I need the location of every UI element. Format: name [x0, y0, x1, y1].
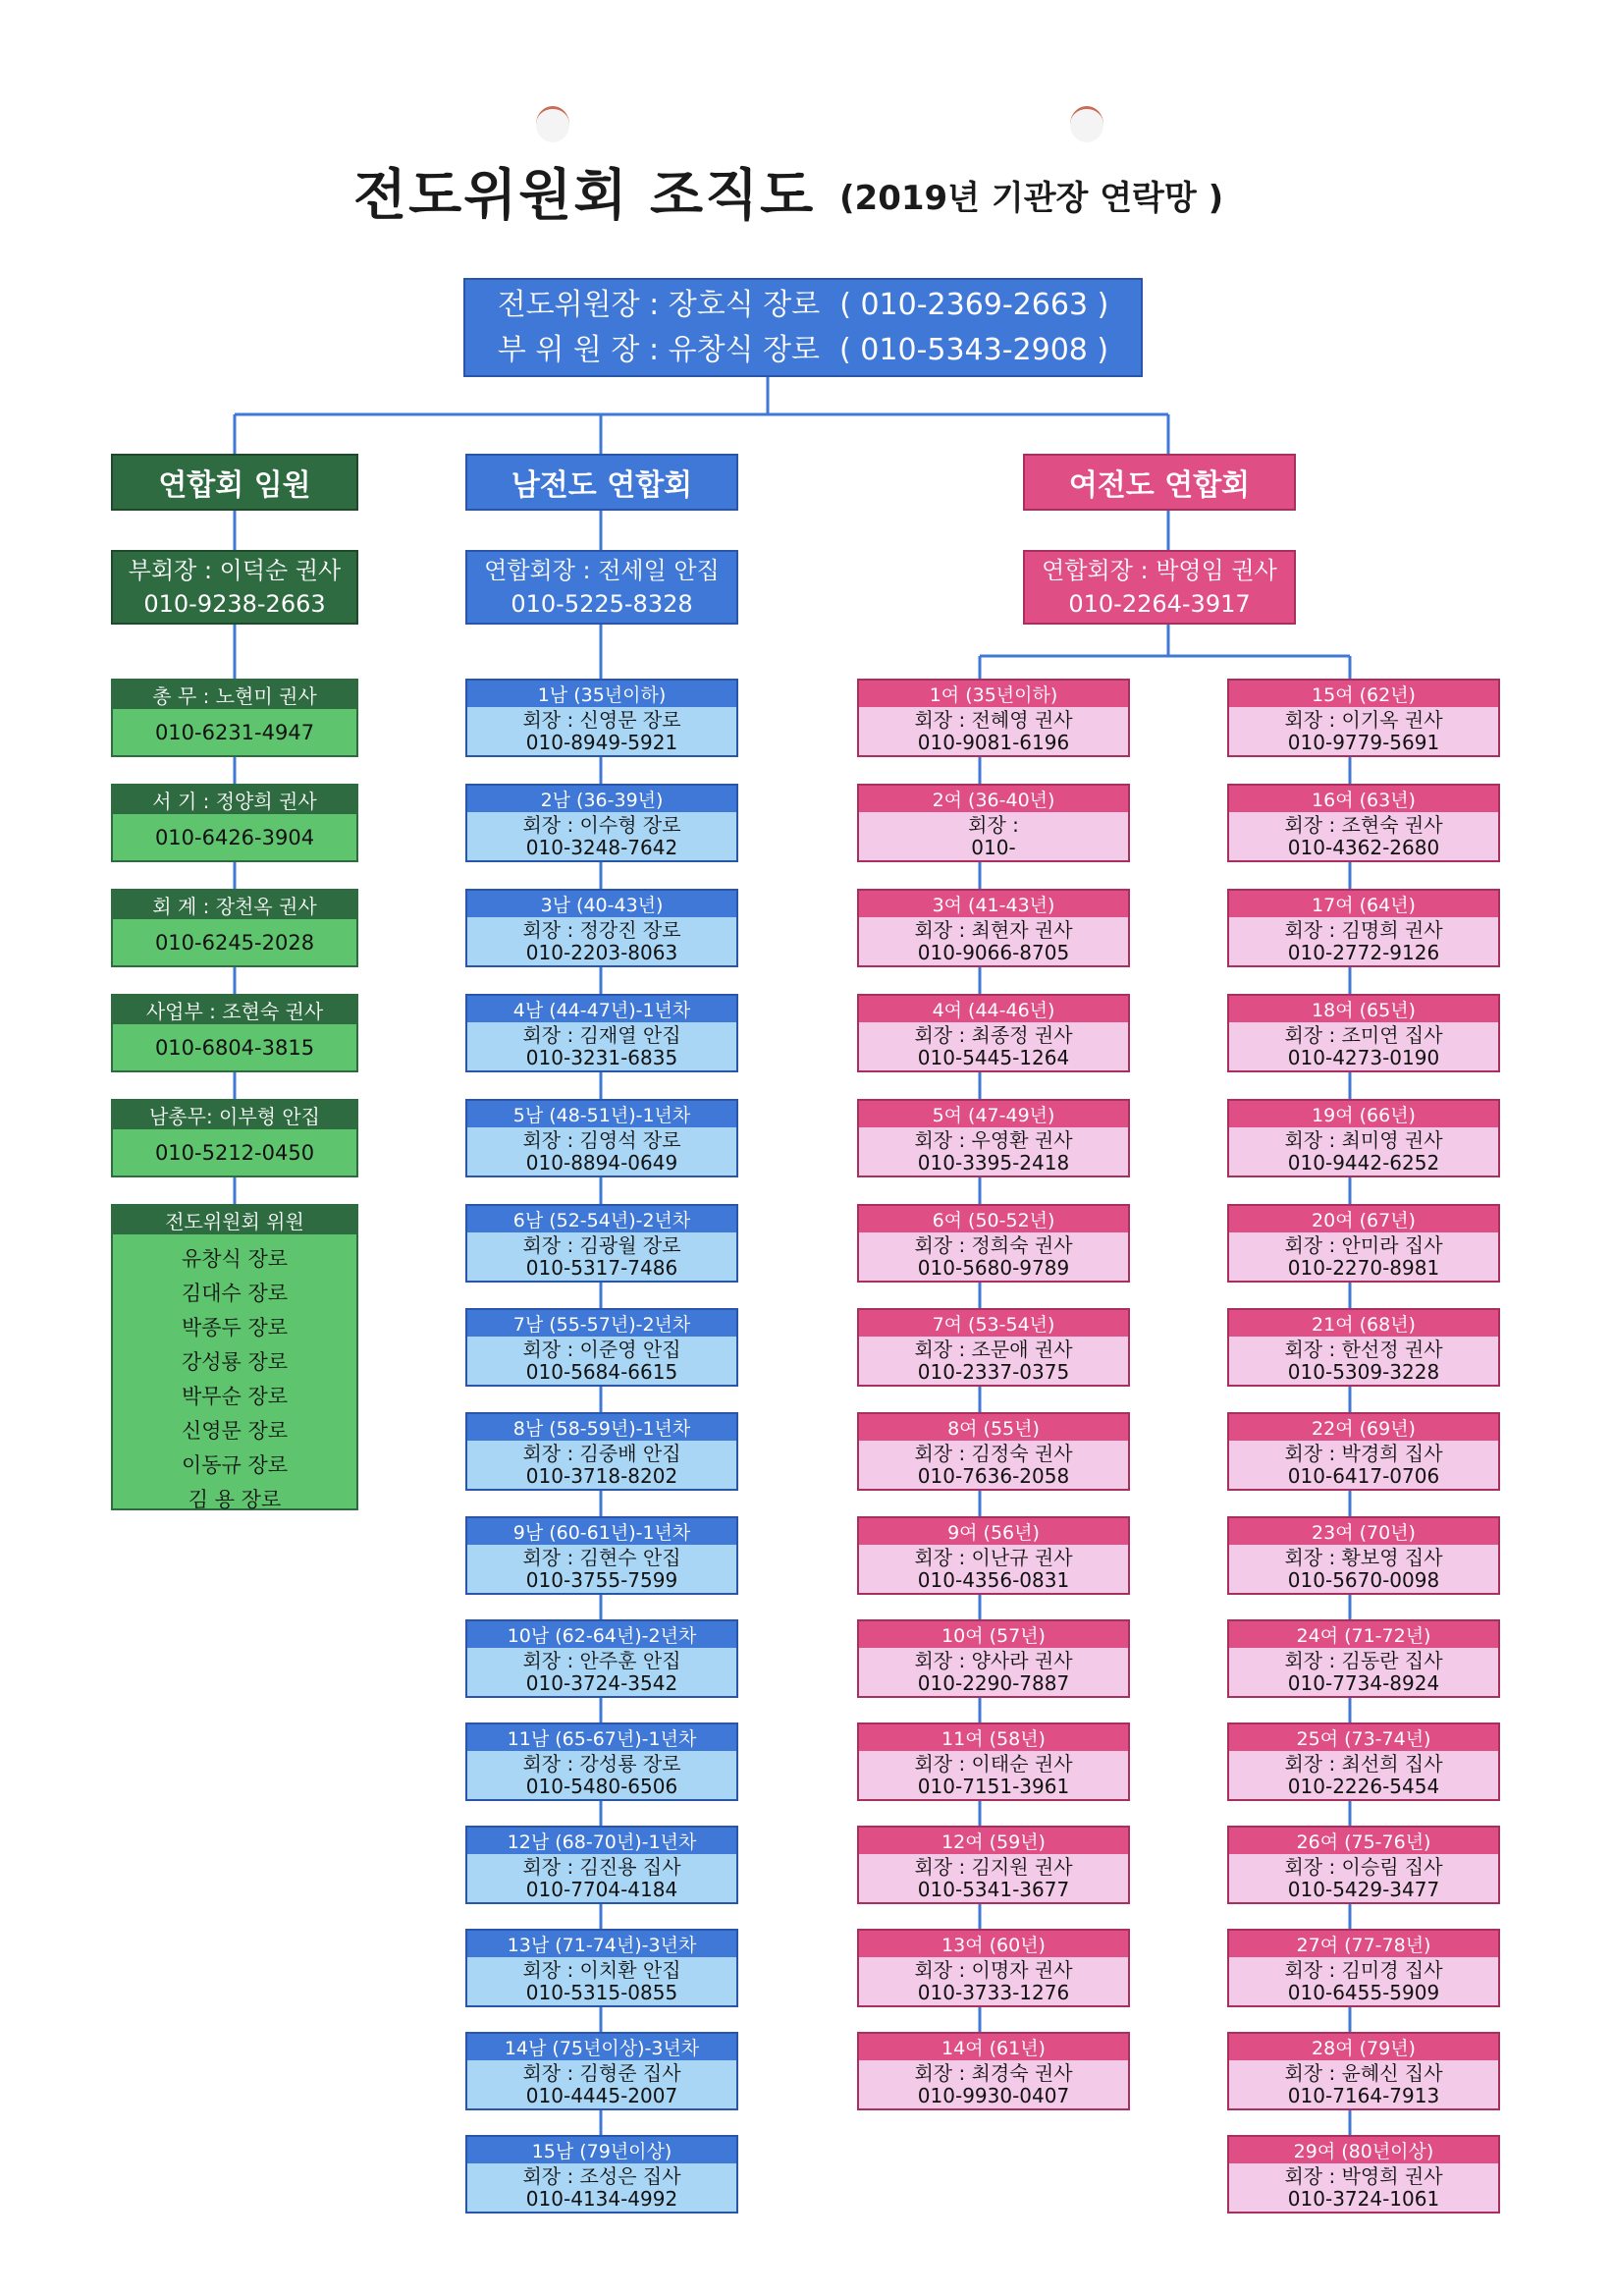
group-phone: 010-5309-3228 — [1287, 1359, 1440, 1384]
women-group-card — [1227, 994, 1500, 1072]
officer-box — [111, 1099, 358, 1177]
women-group-card — [857, 784, 1130, 862]
group-leader: 회장 : 이태순 권사 — [914, 1751, 1073, 1776]
officer-box — [111, 994, 358, 1072]
group-leader: 회장 : 김중배 안집 — [522, 1441, 681, 1465]
vice-chair-row — [498, 328, 1108, 373]
group-leader: 회장 : 김지원 권사 — [914, 1854, 1073, 1879]
page-subtitle: (2019년 기관장 연락망 ) — [839, 179, 1224, 218]
officer-role: 남총무: 이부형 안집 — [113, 1101, 356, 1129]
member-item: 강성룡 장로 — [181, 1349, 289, 1374]
group-phone: 010-4134-4992 — [525, 2186, 678, 2211]
group-phone: 010-3718-8202 — [525, 1463, 678, 1488]
men-lead-name: 연합회장 : 전세일 안집 — [484, 557, 720, 584]
group-body — [467, 2060, 736, 2108]
group-body — [467, 1232, 736, 1281]
group-body — [859, 812, 1128, 860]
group-body — [859, 707, 1128, 755]
group-body — [1229, 2060, 1498, 2108]
group-phone: 010-3231-6835 — [525, 1045, 678, 1069]
group-leader: 회장 : 정희숙 권사 — [914, 1232, 1073, 1257]
group-body — [1229, 1545, 1498, 1593]
officers-header: 연합회 임원 — [111, 454, 358, 511]
group-body — [859, 917, 1128, 965]
group-body — [467, 1022, 736, 1070]
group-leader: 회장 : 최현자 권사 — [914, 917, 1073, 942]
group-leader: 회장 : 우영환 권사 — [914, 1127, 1073, 1152]
group-leader: 회장 : 정강진 장로 — [522, 917, 681, 942]
women-group-card — [1227, 679, 1500, 757]
group-leader: 회장 : 김형준 집사 — [522, 2060, 681, 2085]
group-body — [467, 1751, 736, 1799]
group-leader: 회장 : 최종정 권사 — [914, 1022, 1073, 1047]
group-body — [1229, 1232, 1498, 1281]
group-leader: 회장 : 양사라 권사 — [914, 1648, 1073, 1672]
group-label: 14남 (75년이상)-3년차 — [467, 2034, 736, 2060]
group-leader: 회장 : 김동란 집사 — [1284, 1648, 1443, 1672]
group-body — [859, 1337, 1128, 1385]
group-label: 4여 (44-46년) — [859, 996, 1128, 1022]
women-group-card — [857, 2032, 1130, 2110]
group-phone: 010- — [971, 835, 1016, 859]
member-item: 이동규 장로 — [181, 1452, 289, 1477]
group-leader: 회장 : 최경숙 권사 — [914, 2060, 1073, 2085]
women-group-card — [857, 1516, 1130, 1595]
group-label: 9여 (56년) — [859, 1518, 1128, 1545]
group-label: 12여 (59년) — [859, 1828, 1128, 1854]
group-label: 25여 (73-74년) — [1229, 1724, 1498, 1751]
women-group-card — [1227, 2032, 1500, 2110]
group-label: 3남 (40-43년) — [467, 891, 736, 917]
group-label: 23여 (70년) — [1229, 1518, 1498, 1545]
women-lead-name: 연합회장 : 박영임 권사 — [1042, 557, 1277, 584]
men-group-card — [465, 994, 738, 1072]
group-phone: 010-9930-0407 — [917, 2083, 1070, 2107]
group-body — [1229, 812, 1498, 860]
group-label: 10남 (62-64년)-2년차 — [467, 1621, 736, 1648]
group-label: 13여 (60년) — [859, 1931, 1128, 1957]
group-body — [1229, 1127, 1498, 1175]
group-phone: 010-3395-2418 — [917, 1150, 1070, 1175]
officer-role: 총 무 : 노현미 권사 — [113, 681, 356, 709]
group-body — [859, 1441, 1128, 1489]
group-body — [859, 1545, 1128, 1593]
group-phone: 010-7151-3961 — [917, 1774, 1070, 1798]
group-leader: 회장 : 조미연 집사 — [1284, 1022, 1443, 1047]
group-leader: 회장 : 김미경 집사 — [1284, 1957, 1443, 1982]
group-leader: 회장 : 이난규 권사 — [914, 1545, 1073, 1569]
group-phone: 010-3248-7642 — [525, 835, 678, 859]
officer-phone: 010-6245-2028 — [154, 930, 315, 955]
group-phone: 010-5315-0855 — [525, 1980, 678, 2004]
officer-box — [111, 889, 358, 967]
group-leader: 회장 : 김명희 권사 — [1284, 917, 1443, 942]
group-body — [467, 1337, 736, 1385]
members-list — [113, 1234, 356, 1515]
women-group-card — [1227, 1826, 1500, 1904]
committee-members-box — [111, 1204, 358, 1510]
women-group-card — [857, 994, 1130, 1072]
group-body — [1229, 1751, 1498, 1799]
group-leader: 회장 : 김정숙 권사 — [914, 1441, 1073, 1465]
group-body — [467, 1854, 736, 1902]
group-leader: 회장 : 이수형 장로 — [522, 812, 681, 837]
group-label: 8남 (58-59년)-1년차 — [467, 1414, 736, 1441]
member-item: 김대수 장로 — [181, 1281, 289, 1305]
men-group-card — [465, 679, 738, 757]
group-leader: 회장 : 박영희 권사 — [1284, 2163, 1443, 2188]
group-label: 5남 (48-51년)-1년차 — [467, 1101, 736, 1127]
group-body — [467, 917, 736, 965]
group-body — [859, 2060, 1128, 2108]
group-label: 22여 (69년) — [1229, 1414, 1498, 1441]
group-phone: 010-6455-5909 — [1287, 1980, 1440, 2004]
men-group-card — [465, 1619, 738, 1698]
group-phone: 010-2203-8063 — [525, 940, 678, 964]
group-body — [1229, 1854, 1498, 1902]
women-group-card — [857, 1619, 1130, 1698]
group-leader: 회장 : 강성룡 장로 — [522, 1751, 681, 1776]
officer-phone: 010-6426-3904 — [154, 825, 315, 849]
committee-chair-box — [463, 278, 1143, 377]
group-leader: 회장 : 안미라 집사 — [1284, 1232, 1443, 1257]
group-leader: 회장 : 황보영 집사 — [1284, 1545, 1443, 1569]
group-phone: 010-9442-6252 — [1287, 1150, 1440, 1175]
group-phone: 010-2270-8981 — [1287, 1255, 1440, 1280]
group-leader: 회장 : 이기옥 권사 — [1284, 707, 1443, 732]
group-leader: 회장 : 조문애 권사 — [914, 1337, 1073, 1361]
group-label: 17여 (64년) — [1229, 891, 1498, 917]
group-phone: 010-5445-1264 — [917, 1045, 1070, 1069]
group-phone: 010-3733-1276 — [917, 1980, 1070, 2004]
group-leader: 회장 : — [968, 812, 1019, 837]
group-phone: 010-9779-5691 — [1287, 730, 1440, 754]
women-group-card — [857, 1722, 1130, 1801]
group-label: 2여 (36-40년) — [859, 786, 1128, 812]
group-phone: 010-9066-8705 — [917, 940, 1070, 964]
group-leader: 회장 : 한선정 권사 — [1284, 1337, 1443, 1361]
members-header: 전도위원회 위원 — [113, 1206, 356, 1234]
group-body — [1229, 1441, 1498, 1489]
group-phone: 010-2290-7887 — [917, 1670, 1070, 1695]
group-label: 7남 (55-57년)-2년차 — [467, 1310, 736, 1337]
men-group-card — [465, 1412, 738, 1491]
group-body — [467, 2163, 736, 2212]
group-label: 19여 (66년) — [1229, 1101, 1498, 1127]
officer-role: 서 기 : 정양희 권사 — [113, 786, 356, 814]
group-label: 24여 (71-72년) — [1229, 1621, 1498, 1648]
men-lead-phone: 010-5225-8328 — [511, 590, 693, 618]
group-leader: 회장 : 안주훈 안집 — [522, 1648, 681, 1672]
group-label: 29여 (80년이상) — [1229, 2137, 1498, 2163]
group-body — [467, 1127, 736, 1175]
officer-box — [111, 784, 358, 862]
group-label: 16여 (63년) — [1229, 786, 1498, 812]
group-label: 10여 (57년) — [859, 1621, 1128, 1648]
group-label: 4남 (44-47년)-1년차 — [467, 996, 736, 1022]
group-label: 18여 (65년) — [1229, 996, 1498, 1022]
group-label: 14여 (61년) — [859, 2034, 1128, 2060]
chair-phone: ( 010-2369-2663 ) — [839, 287, 1109, 322]
women-group-card — [857, 1099, 1130, 1177]
group-label: 13남 (71-74년)-3년차 — [467, 1931, 736, 1957]
chair-role: 전도위원장 : 장호식 장로 — [497, 287, 821, 322]
group-leader: 회장 : 최선희 집사 — [1284, 1751, 1443, 1776]
group-label: 27여 (77-78년) — [1229, 1931, 1498, 1957]
officer-role: 사업부 : 조현숙 권사 — [113, 996, 356, 1024]
group-leader: 회장 : 전혜영 권사 — [914, 707, 1073, 732]
men-header: 남전도 연합회 — [465, 454, 738, 511]
group-label: 1남 (35년이하) — [467, 681, 736, 707]
group-label: 6여 (50-52년) — [859, 1206, 1128, 1232]
officer-role: 회 계 : 장천옥 권사 — [113, 891, 356, 919]
group-body — [467, 1441, 736, 1489]
group-leader: 회장 : 신영문 장로 — [522, 707, 681, 732]
group-phone: 010-2772-9126 — [1287, 940, 1440, 964]
group-label: 3여 (41-43년) — [859, 891, 1128, 917]
group-body — [1229, 2163, 1498, 2212]
men-group-card — [465, 1516, 738, 1595]
group-label: 21여 (68년) — [1229, 1310, 1498, 1337]
group-phone: 010-7164-7913 — [1287, 2083, 1440, 2107]
group-leader: 회장 : 박경희 집사 — [1284, 1441, 1443, 1465]
group-body — [467, 812, 736, 860]
group-body — [467, 1957, 736, 2005]
women-group-card — [1227, 784, 1500, 862]
group-label: 9남 (60-61년)-1년차 — [467, 1518, 736, 1545]
group-body — [467, 1545, 736, 1593]
group-label: 20여 (67년) — [1229, 1206, 1498, 1232]
group-label: 6남 (52-54년)-2년차 — [467, 1206, 736, 1232]
member-item: 신영문 장로 — [181, 1418, 289, 1443]
group-phone: 010-3724-1061 — [1287, 2186, 1440, 2211]
group-leader: 회장 : 조성은 집사 — [522, 2163, 681, 2188]
group-leader: 회장 : 김광월 장로 — [522, 1232, 681, 1257]
group-body — [1229, 1022, 1498, 1070]
page-title: 전도위원회 조직도 — [353, 164, 816, 228]
group-body — [859, 1232, 1128, 1281]
group-phone: 010-5680-9789 — [917, 1255, 1070, 1280]
group-body — [1229, 1957, 1498, 2005]
group-label: 2남 (36-39년) — [467, 786, 736, 812]
group-leader: 회장 : 조현숙 권사 — [1284, 812, 1443, 837]
group-phone: 010-5670-0098 — [1287, 1567, 1440, 1592]
women-lead — [1023, 550, 1296, 625]
member-item: 박종두 장로 — [181, 1315, 289, 1339]
group-label: 15여 (62년) — [1229, 681, 1498, 707]
women-group-card — [857, 1308, 1130, 1387]
member-item: 유창식 장로 — [181, 1246, 289, 1271]
officer-phone: 010-5212-0450 — [154, 1140, 315, 1165]
men-group-card — [465, 1722, 738, 1801]
vice-chair-role: 부 위 원 장 : 유창식 장로 — [497, 332, 821, 367]
group-leader: 회장 : 김영석 장로 — [522, 1127, 681, 1152]
officers-lead — [111, 550, 358, 625]
group-body — [859, 1751, 1128, 1799]
group-body — [1229, 1648, 1498, 1696]
women-group-card — [1227, 2135, 1500, 2214]
women-header: 여전도 연합회 — [1023, 454, 1296, 511]
women-group-card — [1227, 889, 1500, 967]
women-group-card — [857, 1412, 1130, 1491]
group-phone: 010-3755-7599 — [525, 1567, 678, 1592]
group-phone: 010-4362-2680 — [1287, 835, 1440, 859]
group-phone: 010-6417-0706 — [1287, 1463, 1440, 1488]
women-group-card — [857, 1826, 1130, 1904]
group-phone: 010-8894-0649 — [525, 1150, 678, 1175]
men-group-card — [465, 2135, 738, 2214]
officers-lead-phone: 010-9238-2663 — [143, 590, 326, 618]
group-body — [1229, 1337, 1498, 1385]
group-leader: 회장 : 김재열 안집 — [522, 1022, 681, 1047]
group-phone: 010-8949-5921 — [525, 730, 678, 754]
group-label: 8여 (55년) — [859, 1414, 1128, 1441]
group-leader: 회장 : 이명자 권사 — [914, 1957, 1073, 1982]
group-body — [859, 1648, 1128, 1696]
women-group-card — [1227, 1412, 1500, 1491]
group-body — [467, 707, 736, 755]
vice-chair-phone: ( 010-5343-2908 ) — [839, 332, 1109, 367]
officer-phone: 010-6231-4947 — [154, 720, 315, 744]
men-group-card — [465, 1099, 738, 1177]
men-group-card — [465, 784, 738, 862]
women-group-card — [1227, 1722, 1500, 1801]
group-leader: 회장 : 윤혜신 집사 — [1284, 2060, 1443, 2085]
group-label: 5여 (47-49년) — [859, 1101, 1128, 1127]
group-label: 28여 (79년) — [1229, 2034, 1498, 2060]
men-group-card — [465, 1204, 738, 1283]
women-group-card — [1227, 1516, 1500, 1595]
group-body — [859, 1957, 1128, 2005]
group-phone: 010-7636-2058 — [917, 1463, 1070, 1488]
women-lead-phone: 010-2264-3917 — [1068, 590, 1251, 618]
group-phone: 010-4445-2007 — [525, 2083, 678, 2107]
women-group-card — [857, 1929, 1130, 2007]
group-phone: 010-5317-7486 — [525, 1255, 678, 1280]
group-label: 26여 (75-76년) — [1229, 1828, 1498, 1854]
group-phone: 010-5341-3677 — [917, 1877, 1070, 1901]
member-item: 김 용 장로 — [188, 1487, 282, 1511]
women-group-card — [1227, 1308, 1500, 1387]
group-label: 11여 (58년) — [859, 1724, 1128, 1751]
men-group-card — [465, 1929, 738, 2007]
group-body — [859, 1127, 1128, 1175]
group-phone: 010-9081-6196 — [917, 730, 1070, 754]
group-label: 1여 (35년이하) — [859, 681, 1128, 707]
group-label: 12남 (68-70년)-1년차 — [467, 1828, 736, 1854]
officers-lead-name: 부회장 : 이덕순 권사 — [128, 557, 342, 584]
group-phone: 010-5480-6506 — [525, 1774, 678, 1798]
group-leader: 회장 : 최미영 권사 — [1284, 1127, 1443, 1152]
group-leader: 회장 : 이치환 안집 — [522, 1957, 681, 1982]
men-group-card — [465, 889, 738, 967]
group-phone: 010-5429-3477 — [1287, 1877, 1440, 1901]
group-phone: 010-4273-0190 — [1287, 1045, 1440, 1069]
member-item: 박무순 장로 — [181, 1384, 289, 1408]
men-group-card — [465, 1826, 738, 1904]
chair-row — [498, 283, 1109, 328]
women-group-card — [1227, 1204, 1500, 1283]
group-leader: 회장 : 김현수 안집 — [522, 1545, 681, 1569]
men-lead — [465, 550, 738, 625]
women-group-card — [857, 1204, 1130, 1283]
women-group-card — [857, 679, 1130, 757]
men-group-card — [465, 1308, 738, 1387]
group-phone: 010-7704-4184 — [525, 1877, 678, 1901]
women-group-card — [1227, 1929, 1500, 2007]
group-body — [859, 1854, 1128, 1902]
group-leader: 회장 : 김진용 집사 — [522, 1854, 681, 1879]
group-phone: 010-2337-0375 — [917, 1359, 1070, 1384]
group-phone: 010-7734-8924 — [1287, 1670, 1440, 1695]
women-group-card — [1227, 1099, 1500, 1177]
group-phone: 010-5684-6615 — [525, 1359, 678, 1384]
group-label: 15남 (79년이상) — [467, 2137, 736, 2163]
group-body — [467, 1648, 736, 1696]
women-group-card — [857, 889, 1130, 967]
group-label: 11남 (65-67년)-1년차 — [467, 1724, 736, 1751]
group-phone: 010-4356-0831 — [917, 1567, 1070, 1592]
group-phone: 010-3724-3542 — [525, 1670, 678, 1695]
group-label: 7여 (53-54년) — [859, 1310, 1128, 1337]
officer-phone: 010-6804-3815 — [154, 1035, 315, 1060]
group-phone: 010-2226-5454 — [1287, 1774, 1440, 1798]
group-leader: 회장 : 이준영 안집 — [522, 1337, 681, 1361]
group-body — [1229, 707, 1498, 755]
group-body — [1229, 917, 1498, 965]
group-leader: 회장 : 이승림 집사 — [1284, 1854, 1443, 1879]
officer-box — [111, 679, 358, 757]
men-group-card — [465, 2032, 738, 2110]
women-group-card — [1227, 1619, 1500, 1698]
group-body — [859, 1022, 1128, 1070]
